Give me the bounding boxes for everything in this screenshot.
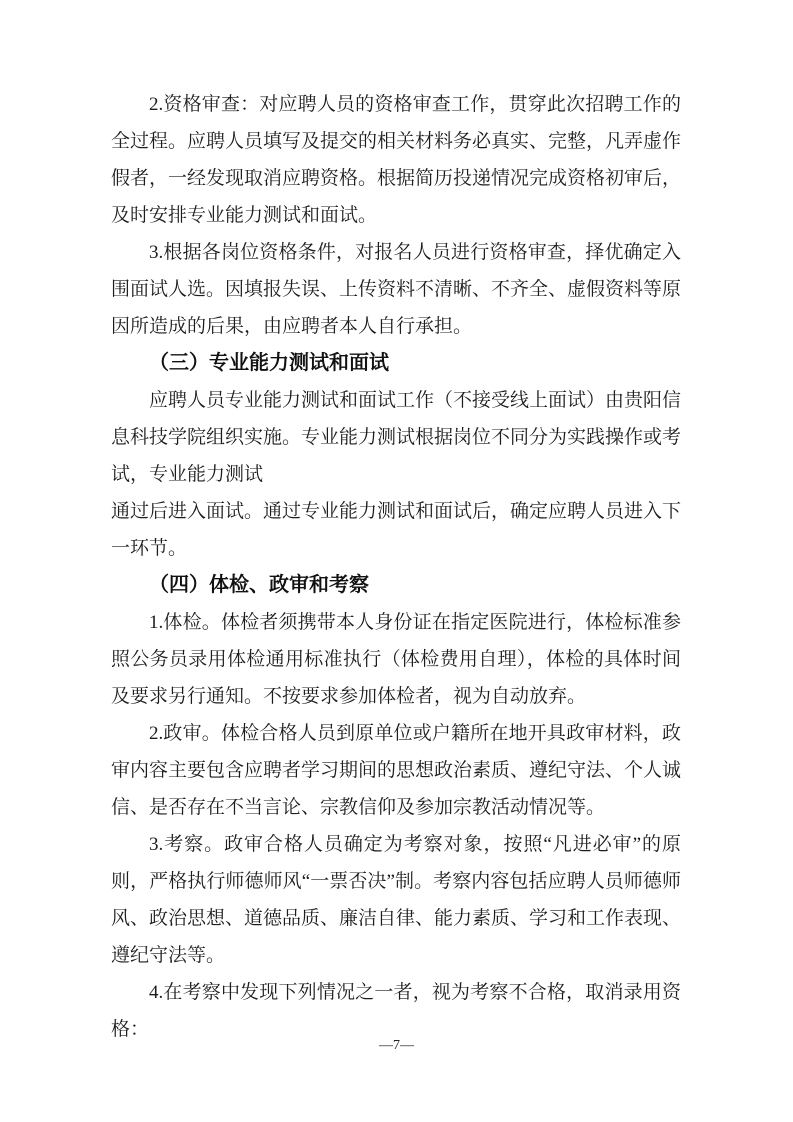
paragraph-4-disqualification: 4.在考察中发现下列情况之一者，视为考察不合格，取消录用资格：: [111, 982, 681, 1040]
document-body: [111, 86, 681, 1048]
page-footer: [0, 1036, 793, 1056]
page-number: —7—: [379, 1038, 414, 1053]
paragraph-professional-test-continuation: 通过后进入面试。通过专业能力测试和面试后，确定应聘人员进入下一环节。: [111, 501, 682, 559]
paragraph-2-political-review: 2.政审。体检合格人员到原单位或户籍所在地开具政审材料，政审内容主要包含应聘者学习期间的思想政治素质、遵纪守法、个人诚信、是否存在不当言论、宗教信仰及参加宗教活动情况等。: [111, 723, 682, 818]
paragraph-3-inspection: 3.考察。政审合格人员确定为考察对象，按照“凡进必审”的原则，严格执行师德师风“一票否决”制。考察内容包括应聘人员师德师风、政治思想、道德品质、廉洁自律、能力素质、学习和工作表现、遵纪守法等。: [111, 834, 682, 966]
paragraph-2-qualification-review: 2.资格审查：对应聘人员的资格审查工作，贯穿此次招聘工作的全过程。应聘人员填写及提交的相关材料务必真实、完整，凡弄虚作假者，一经发现取消应聘资格。根据简历投递情况完成资格初审后，及时安排专业能力测试和面试。: [111, 94, 682, 226]
heading-section-3-professional-test-interview: （三）专业能力测试和面试: [149, 352, 389, 374]
paragraph-1-physical-exam: 1.体检。体检者须携带本人身份证在指定医院进行，体检标准参照公务员录用体检通用标准执行（体检费用自理），体检的具体时间及要求另行通知。不按要求参加体检者，视为自动放弃。: [111, 612, 681, 707]
paragraph-3-shortlisting: 3.根据各岗位资格条件，对报名人员进行资格审查，择优确定入围面试人选。因填报失误、上传资料不清晰、不齐全、虚假资料等原因所造成的后果，由应聘者本人自行承担。: [111, 242, 682, 337]
paragraph-professional-test-arrangement: 应聘人员专业能力测试和面试工作（不接受线上面试）由贵阳信息科技学院组织实施。专业能力测试根据岗位不同分为实践操作或考试，专业能力测试: [111, 390, 682, 485]
heading-section-4-physical-political-review: （四）体检、政审和考察: [149, 574, 369, 596]
